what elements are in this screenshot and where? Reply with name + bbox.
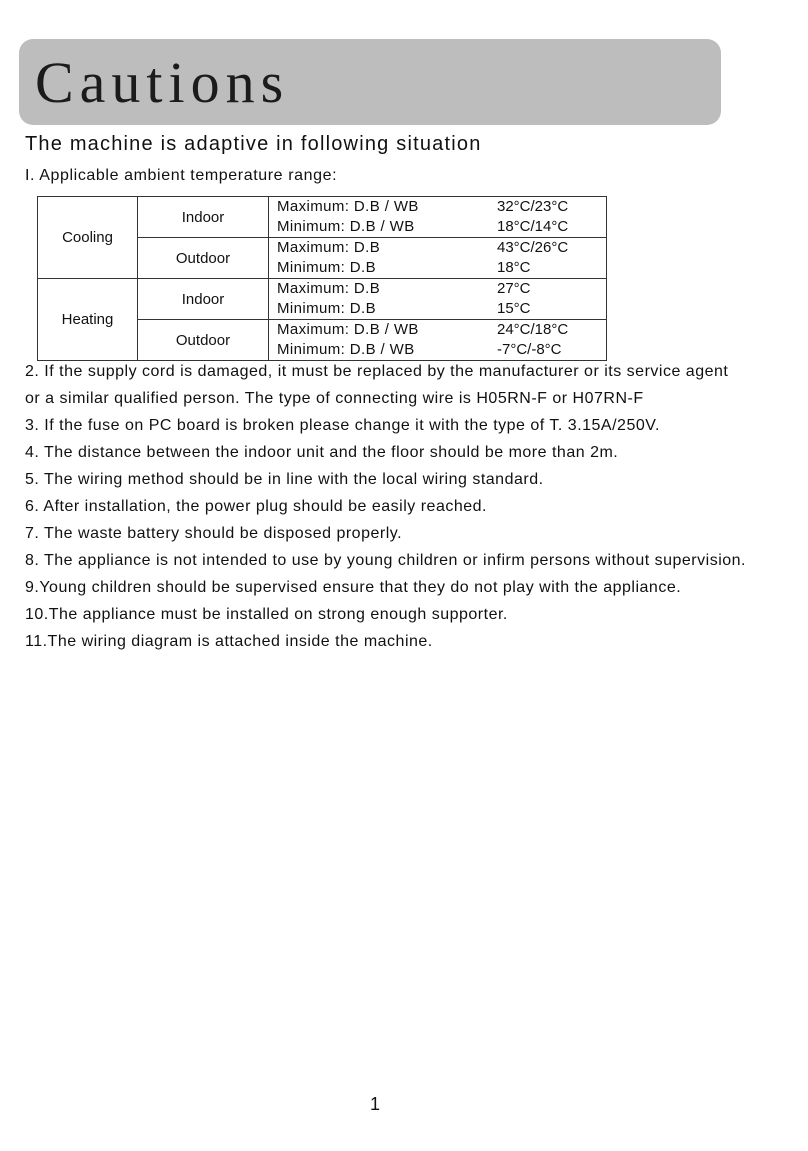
condition-label: Minimum: D.B (277, 259, 376, 276)
table-row (38, 279, 607, 320)
location-cell-cooling-indoor: Indoor (138, 197, 269, 238)
caution-note: 2. If the supply cord is damaged, it must be replaced by the manufacturer or its service agent (25, 363, 729, 380)
caution-note: 11.The wiring diagram is attached inside the machine. (25, 633, 433, 650)
condition-value: 43°C/26°C (497, 239, 569, 256)
condition-cell (269, 279, 607, 320)
page-number: 1 (369, 1094, 380, 1114)
condition-label: Maximum: D.B / WB (277, 321, 419, 338)
condition-line (277, 217, 606, 237)
caution-notes-list (25, 358, 808, 655)
page-title: Cautions (35, 50, 290, 115)
condition-value: 15°C (497, 300, 531, 317)
condition-line (277, 299, 606, 319)
condition-line (277, 238, 606, 258)
condition-value: 32°C/23°C (497, 198, 569, 215)
caution-note: 3. If the fuse on PC board is broken please change it with the type of T. 3.15A/250V. (25, 417, 660, 434)
condition-label: Minimum: D.B / WB (277, 341, 415, 358)
caution-note: 10.The appliance must be installed on strong enough supporter. (25, 606, 508, 623)
mode-cell-cooling: Cooling (38, 197, 138, 279)
condition-line (277, 279, 606, 299)
condition-value: -7°C/-8°C (497, 341, 562, 358)
condition-value: 27°C (497, 280, 531, 297)
condition-label: Maximum: D.B (277, 280, 381, 297)
caution-note: 8. The appliance is not intended to use by young children or infirm persons without supervision. (25, 552, 746, 569)
mode-cell-heating: Heating (38, 279, 138, 361)
caution-note: 7. The waste battery should be disposed properly. (25, 525, 403, 542)
caution-note: 6. After installation, the power plug should be easily reached. (25, 498, 487, 515)
section-subtitle: The machine is adaptive in following situation (25, 133, 482, 155)
condition-line (277, 258, 606, 278)
condition-label: Maximum: D.B / WB (277, 198, 419, 215)
condition-cell (269, 320, 607, 361)
caution-note: or a similar qualified person. The type of connecting wire is H05RN-F or H07RN-F (25, 390, 644, 407)
caution-note: 5. The wiring method should be in line with the local wiring standard. (25, 471, 544, 488)
condition-line (277, 340, 606, 360)
location-cell-cooling-outdoor: Outdoor (138, 238, 269, 279)
location-cell-heating-outdoor: Outdoor (138, 320, 269, 361)
caution-note: 9.Young children should be supervised ensure that they do not play with the appliance. (25, 579, 682, 596)
condition-label: Minimum: D.B / WB (277, 218, 415, 235)
title-banner (19, 39, 721, 125)
caution-note: 4. The distance between the indoor unit and the floor should be more than 2m. (25, 444, 619, 461)
condition-label: Minimum: D.B (277, 300, 376, 317)
condition-value: 24°C/18°C (497, 321, 569, 338)
table-row (38, 197, 607, 238)
condition-line (277, 197, 606, 217)
condition-value: 18°C (497, 259, 531, 276)
condition-label: Maximum: D.B (277, 239, 381, 256)
condition-value: 18°C/14°C (497, 218, 569, 235)
location-cell-heating-indoor: Indoor (138, 279, 269, 320)
condition-line (277, 320, 606, 340)
condition-cell (269, 238, 607, 279)
temperature-range-table (37, 196, 607, 361)
temperature-range-intro: I. Applicable ambient temperature range: (25, 167, 338, 184)
condition-cell (269, 197, 607, 238)
